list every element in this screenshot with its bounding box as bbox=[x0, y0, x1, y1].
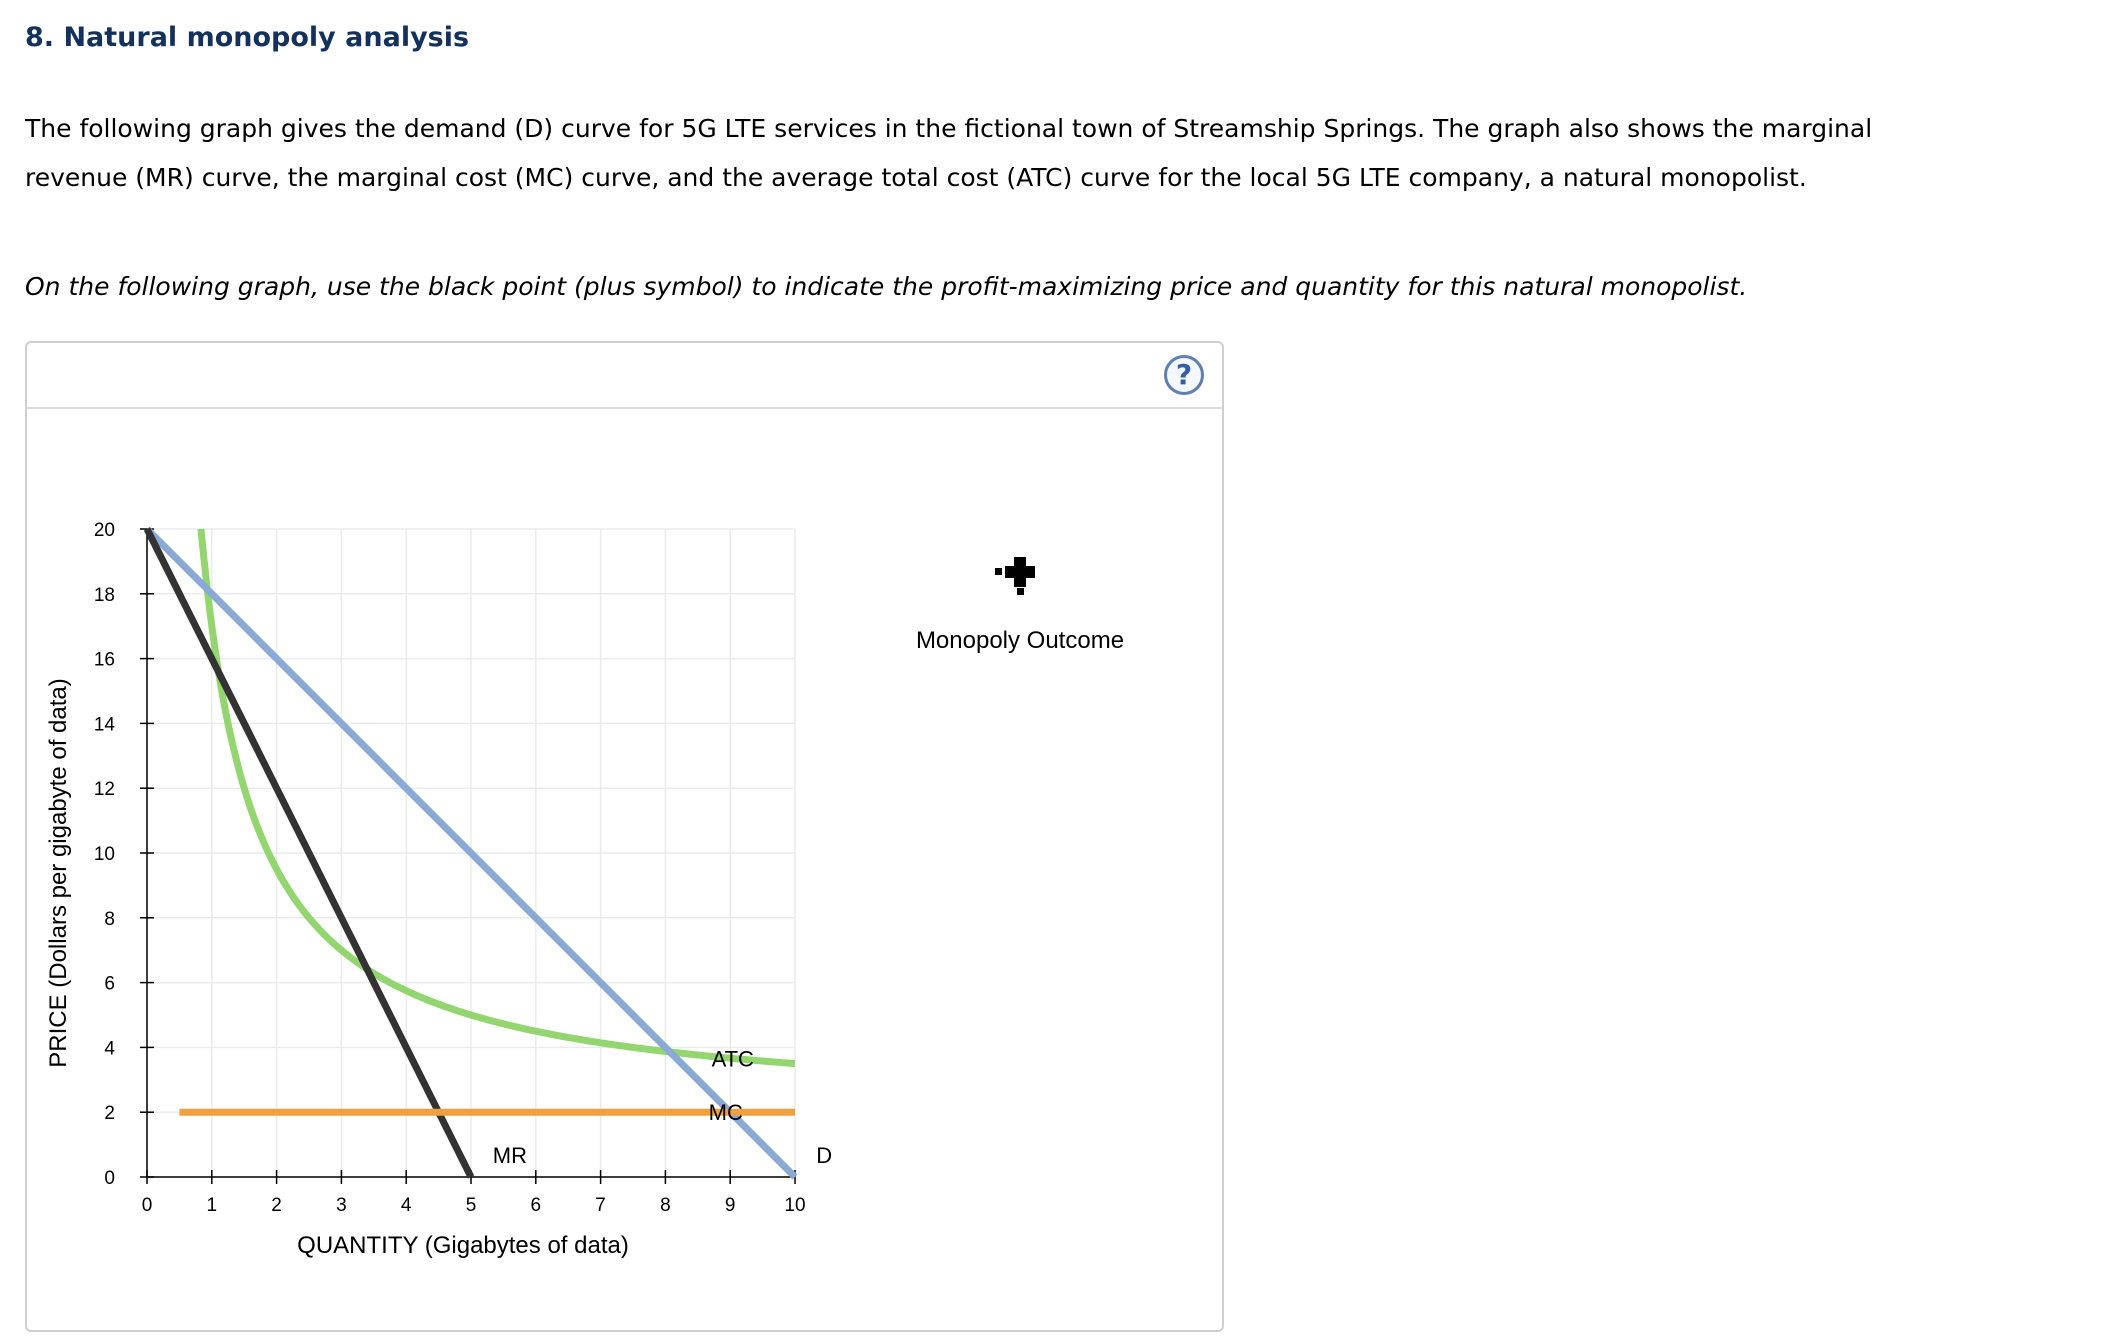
y-tick-label: 16 bbox=[93, 649, 115, 671]
x-tick-label: 4 bbox=[400, 1195, 412, 1216]
x-tick-label: 9 bbox=[724, 1195, 736, 1216]
curve-label-mr: MR bbox=[492, 1143, 527, 1168]
x-tick-label: 0 bbox=[141, 1195, 153, 1216]
plus-point-dot bbox=[995, 568, 1002, 575]
y-tick-label: 8 bbox=[104, 908, 115, 930]
x-tick-label: 10 bbox=[784, 1195, 806, 1216]
y-axis-title: PRICE (Dollars per gigabyte of data) bbox=[45, 678, 72, 1068]
y-tick-label: 20 bbox=[93, 520, 115, 541]
y-tick-label: 12 bbox=[93, 779, 115, 801]
x-tick-label: 5 bbox=[465, 1195, 477, 1216]
curve-label-mc: MC bbox=[708, 1100, 743, 1126]
page-title: 8. Natural monopoly analysis bbox=[25, 22, 470, 53]
legend bbox=[916, 557, 1124, 654]
curve-atc bbox=[201, 529, 795, 1064]
intro-paragraph: The following graph gives the demand (D) curve for 5G LTE services in the fictional town of Streamship Springs. The graph also shows the marginal revenue (MR) curve, the marginal cost (MC) curve, and the average total cost (ATC) curve for the local 5G LTE company, a natural monopolist. bbox=[25, 114, 1873, 192]
y-tick-label: 18 bbox=[93, 584, 115, 606]
x-tick-label: 1 bbox=[206, 1195, 218, 1216]
x-tick-label: 7 bbox=[595, 1195, 606, 1216]
x-tick-label: 8 bbox=[660, 1195, 671, 1216]
curve-label-d: D bbox=[816, 1143, 833, 1168]
y-tick-label: 4 bbox=[104, 1038, 115, 1060]
x-tick-label: 3 bbox=[336, 1195, 347, 1216]
x-axis-title: QUANTITY (Gigabytes of data) bbox=[297, 1232, 629, 1259]
x-tick-label: 2 bbox=[271, 1195, 282, 1216]
help-icon[interactable]: ? bbox=[1164, 355, 1204, 395]
y-tick-label: 0 bbox=[104, 1168, 115, 1189]
curve-label-atc: ATC bbox=[711, 1046, 754, 1072]
instruction-text: On the following graph, use the black point (plus symbol) to indicate the profit-maximizing price and quantity for this natural monopolist. bbox=[25, 272, 1748, 301]
y-tick-label: 6 bbox=[104, 973, 115, 995]
y-tick-label: 2 bbox=[104, 1103, 115, 1125]
chart-axes bbox=[45, 520, 806, 1259]
y-tick-label: 14 bbox=[93, 714, 115, 736]
y-tick-label: 10 bbox=[93, 844, 115, 865]
plus-point-dot bbox=[1017, 588, 1024, 595]
legend-label: Monopoly Outcome bbox=[915, 627, 1125, 654]
plus-point-icon-bar[interactable] bbox=[1005, 566, 1035, 578]
x-tick-label: 6 bbox=[530, 1195, 542, 1216]
